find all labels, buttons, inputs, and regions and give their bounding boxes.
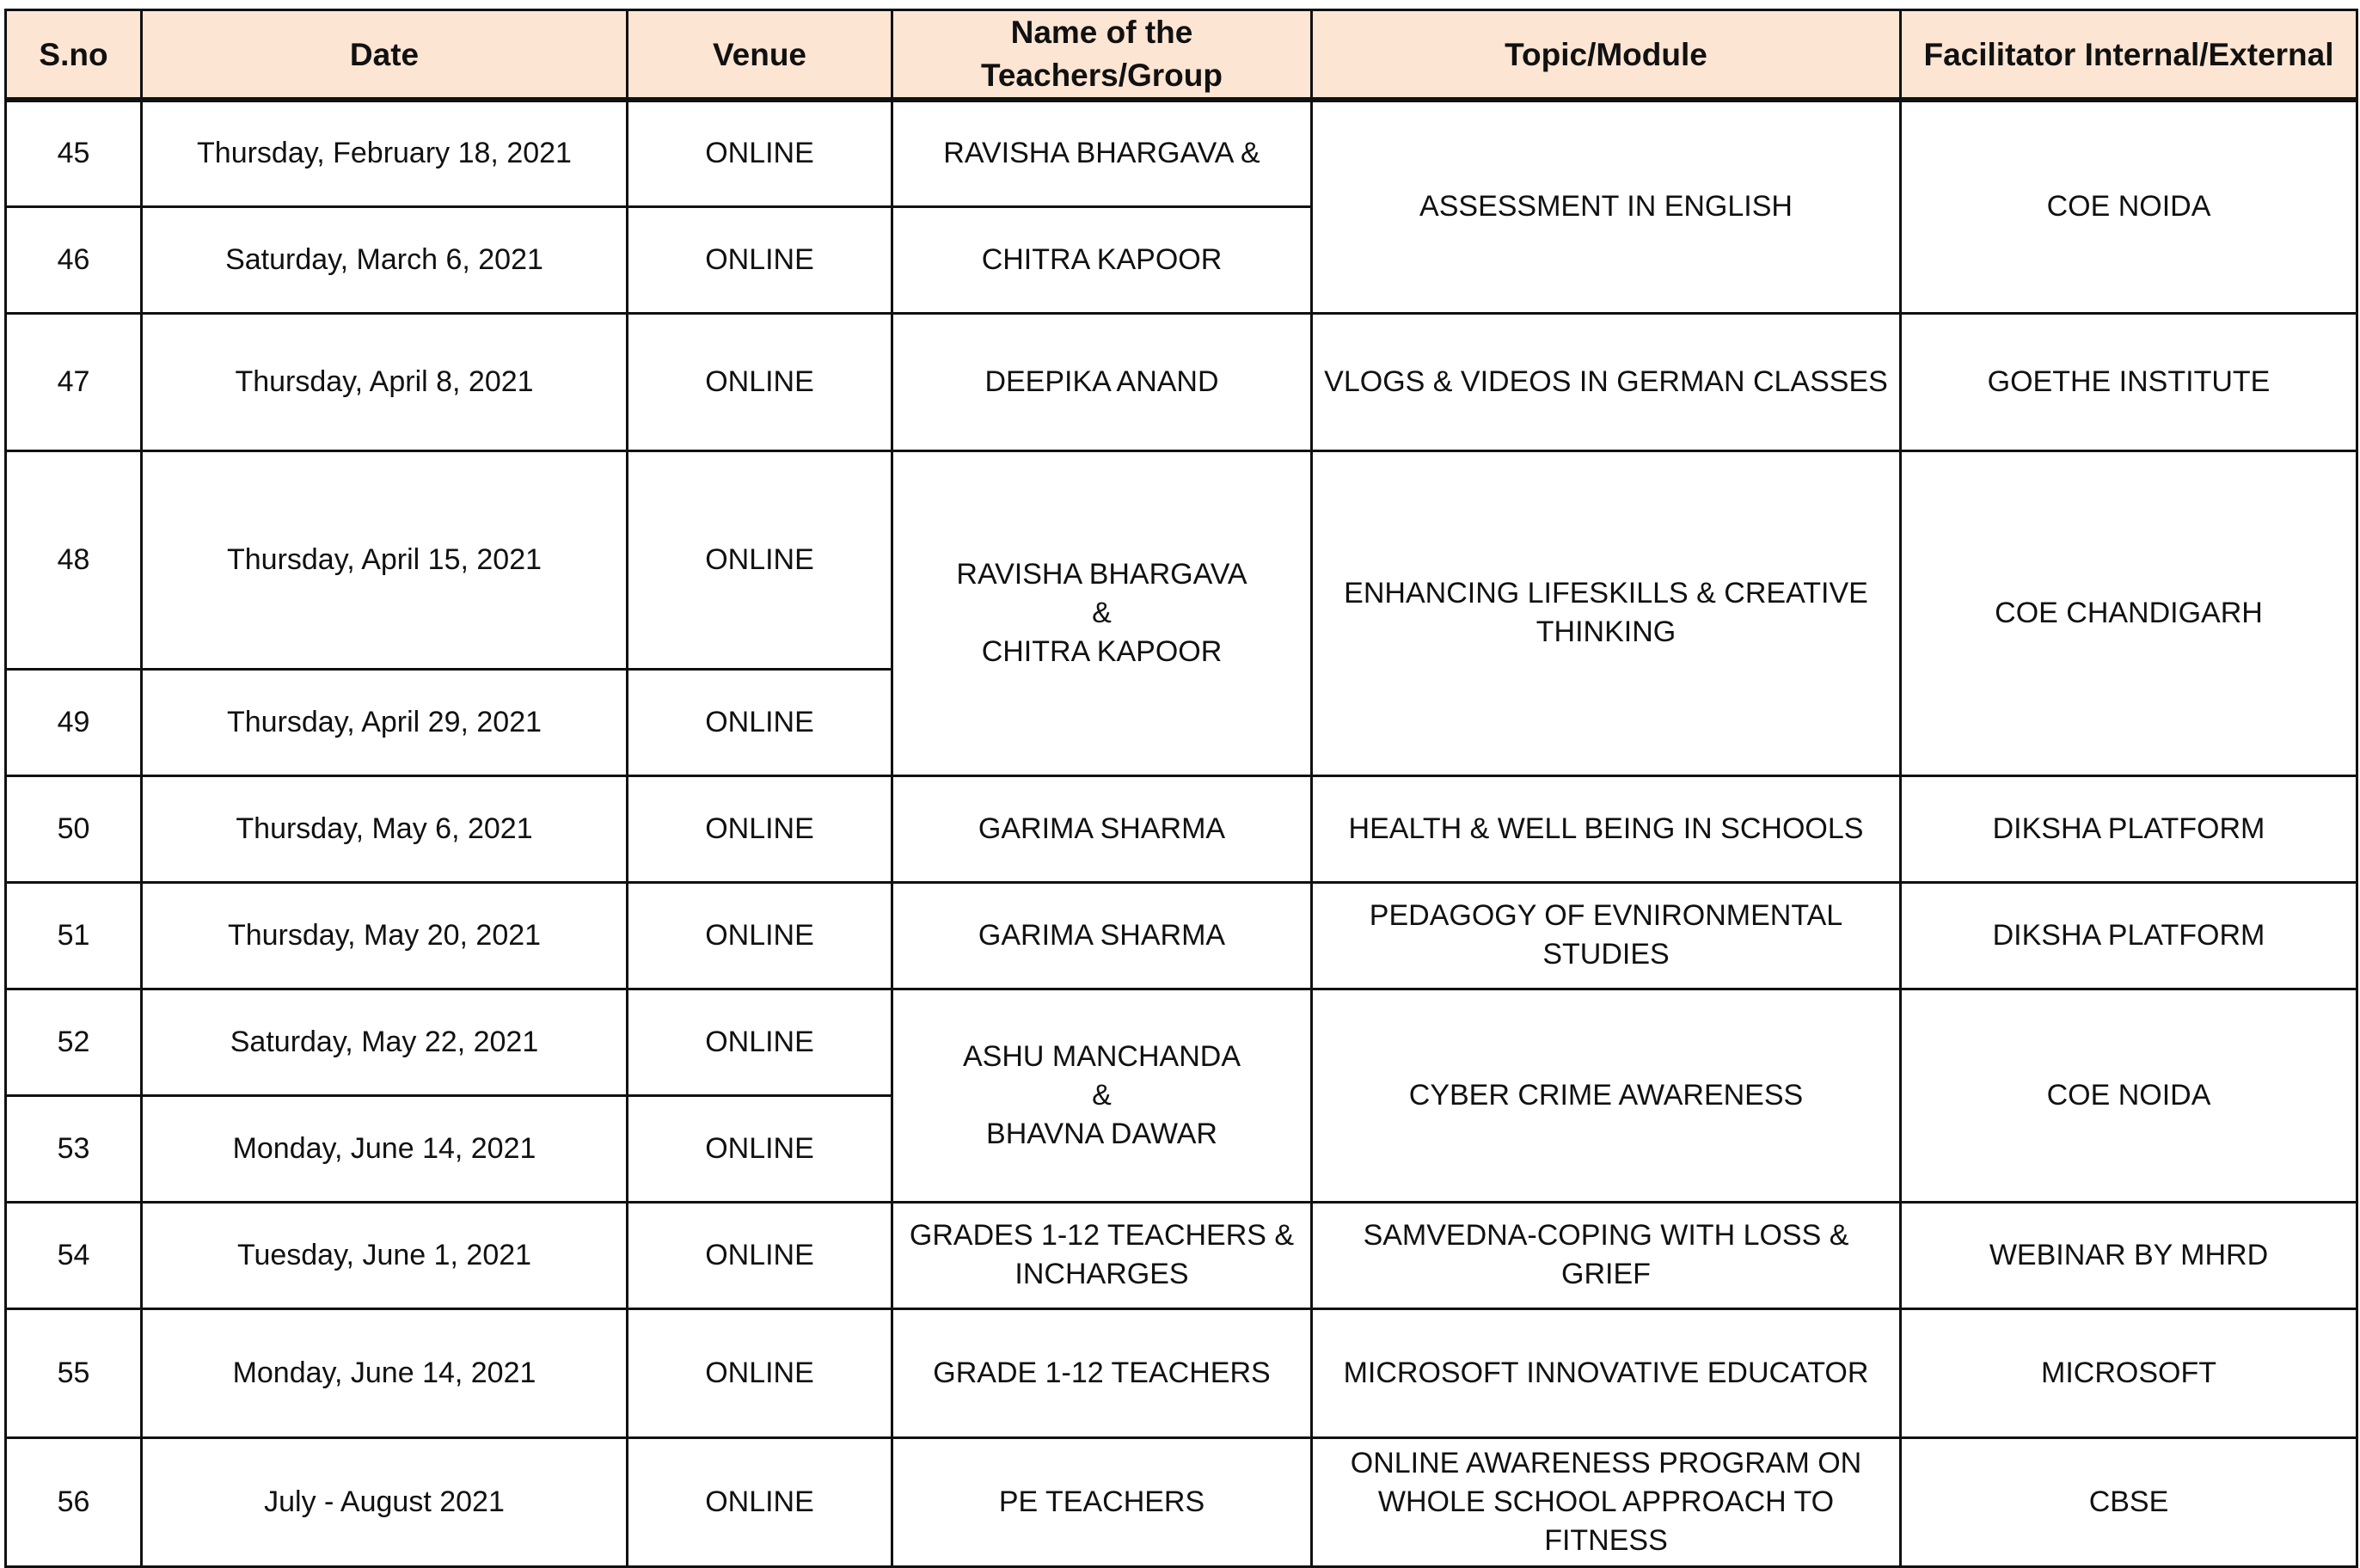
date-cell: Monday, June 14, 2021: [142, 1308, 628, 1437]
topic-cell: ASSESSMENT IN ENGLISH: [1312, 100, 1901, 313]
table-row: [6, 1202, 2357, 1308]
facilitator-cell: DIKSHA PLATFORM: [1901, 882, 2357, 989]
topic-line: PEDAGOGY OF EVNIRONMENTAL: [1369, 899, 1843, 932]
table-row: [6, 100, 2357, 206]
header-topic: Topic/Module: [1312, 10, 1901, 101]
venue-cell: ONLINE: [628, 669, 892, 775]
topic-line: WHOLE SCHOOL APPROACH TO: [1377, 1485, 1835, 1518]
sno-cell: 48: [6, 450, 142, 669]
sno-cell: 55: [6, 1308, 142, 1437]
date-cell: July - August 2021: [142, 1437, 628, 1566]
facilitator-cell: COE NOIDA: [1901, 100, 2357, 313]
topic-line: STUDIES: [1542, 938, 1670, 971]
header-teachers: [892, 10, 1312, 101]
header-facilitator: Facilitator Internal/External: [1901, 10, 2357, 101]
teacher-line: INCHARGES: [1014, 1258, 1189, 1290]
training-schedule-table: [4, 9, 2358, 1568]
venue-cell: ONLINE: [628, 882, 892, 989]
facilitator-cell: MICROSOFT: [1901, 1308, 2357, 1437]
teacher-cell: [892, 1202, 1312, 1308]
venue-cell: ONLINE: [628, 100, 892, 206]
sno-cell: 45: [6, 100, 142, 206]
header-date: Date: [142, 10, 628, 101]
topic-cell: MICROSOFT INNOVATIVE EDUCATOR: [1312, 1308, 1901, 1437]
teacher-cell: [892, 450, 1312, 775]
facilitator-cell: CBSE: [1901, 1437, 2357, 1566]
date-cell: Thursday, May 6, 2021: [142, 775, 628, 882]
teacher-line: BHAVNA DAWAR: [986, 1117, 1217, 1150]
venue-cell: ONLINE: [628, 206, 892, 313]
venue-cell: ONLINE: [628, 775, 892, 882]
topic-cell: HEALTH & WELL BEING IN SCHOOLS: [1312, 775, 1901, 882]
header-venue: Venue: [628, 10, 892, 101]
topic-line: GRIEF: [1561, 1258, 1651, 1290]
header-teachers-line2: Teachers/Group: [980, 58, 1223, 93]
teacher-cell: CHITRA KAPOOR: [892, 206, 1312, 313]
topic-line: ONLINE AWARENESS PROGRAM ON: [1350, 1446, 1862, 1479]
table-row: [6, 989, 2357, 1095]
sno-cell: 47: [6, 313, 142, 450]
sno-cell: 49: [6, 669, 142, 775]
teacher-line: ASHU MANCHANDA: [962, 1039, 1241, 1073]
date-cell: Thursday, April 8, 2021: [142, 313, 628, 450]
facilitator-cell: GOETHE INSTITUTE: [1901, 313, 2357, 450]
header-sno: S.no: [6, 10, 142, 101]
date-cell: Thursday, April 15, 2021: [142, 450, 628, 669]
facilitator-cell: WEBINAR BY MHRD: [1901, 1202, 2357, 1308]
date-cell: Tuesday, June 1, 2021: [142, 1202, 628, 1308]
teacher-cell: GARIMA SHARMA: [892, 775, 1312, 882]
teacher-cell: GARIMA SHARMA: [892, 882, 1312, 989]
table-row: [6, 1308, 2357, 1437]
venue-cell: ONLINE: [628, 313, 892, 450]
date-cell: Saturday, March 6, 2021: [142, 206, 628, 313]
facilitator-cell: DIKSHA PLATFORM: [1901, 775, 2357, 882]
facilitator-cell: COE CHANDIGARH: [1901, 450, 2357, 775]
table-row: [6, 1437, 2357, 1566]
teacher-line: &: [1092, 596, 1112, 629]
topic-cell: [1312, 1202, 1901, 1308]
topic-line: ENHANCING LIFESKILLS & CREATIVE: [1344, 577, 1868, 609]
sno-cell: 50: [6, 775, 142, 882]
venue-cell: ONLINE: [628, 1202, 892, 1308]
topic-cell: CYBER CRIME AWARENESS: [1312, 989, 1901, 1202]
teacher-line: RAVISHA BHARGAVA: [956, 557, 1247, 591]
date-cell: Saturday, May 22, 2021: [142, 989, 628, 1095]
teacher-line: CHITRA KAPOOR: [981, 634, 1223, 668]
topic-line: FITNESS: [1544, 1523, 1668, 1557]
header-teachers-line1: Name of the: [1010, 15, 1193, 50]
sno-cell: 54: [6, 1202, 142, 1308]
venue-cell: ONLINE: [628, 1437, 892, 1566]
topic-cell: [1312, 1437, 1901, 1566]
sno-cell: 51: [6, 882, 142, 989]
topic-cell: VLOGS & VIDEOS IN GERMAN CLASSES: [1312, 313, 1901, 450]
teacher-cell: PE TEACHERS: [892, 1437, 1312, 1566]
teacher-cell: RAVISHA BHARGAVA &: [892, 100, 1312, 206]
sno-cell: 46: [6, 206, 142, 313]
venue-cell: ONLINE: [628, 1308, 892, 1437]
sno-cell: 56: [6, 1437, 142, 1566]
date-cell: Thursday, May 20, 2021: [142, 882, 628, 989]
header-row: [6, 10, 2357, 101]
date-cell: Thursday, April 29, 2021: [142, 669, 628, 775]
table-row: [6, 882, 2357, 989]
topic-cell: [1312, 882, 1901, 989]
sno-cell: 52: [6, 989, 142, 1095]
teacher-line: &: [1092, 1078, 1112, 1112]
date-cell: Thursday, February 18, 2021: [142, 100, 628, 206]
topic-cell: [1312, 450, 1901, 775]
facilitator-cell: COE NOIDA: [1901, 989, 2357, 1202]
venue-cell: ONLINE: [628, 450, 892, 669]
table-row: [6, 775, 2357, 882]
teacher-cell: GRADE 1-12 TEACHERS: [892, 1308, 1312, 1437]
sno-cell: 53: [6, 1095, 142, 1202]
venue-cell: ONLINE: [628, 1095, 892, 1202]
topic-line: SAMVEDNA-COPING WITH LOSS &: [1363, 1219, 1849, 1252]
teacher-line: GRADES 1-12 TEACHERS &: [909, 1219, 1295, 1252]
table-row: [6, 313, 2357, 450]
venue-cell: ONLINE: [628, 989, 892, 1095]
teacher-cell: DEEPIKA ANAND: [892, 313, 1312, 450]
topic-line: THINKING: [1536, 616, 1677, 648]
table-row: [6, 450, 2357, 669]
date-cell: Monday, June 14, 2021: [142, 1095, 628, 1202]
teacher-cell: [892, 989, 1312, 1202]
